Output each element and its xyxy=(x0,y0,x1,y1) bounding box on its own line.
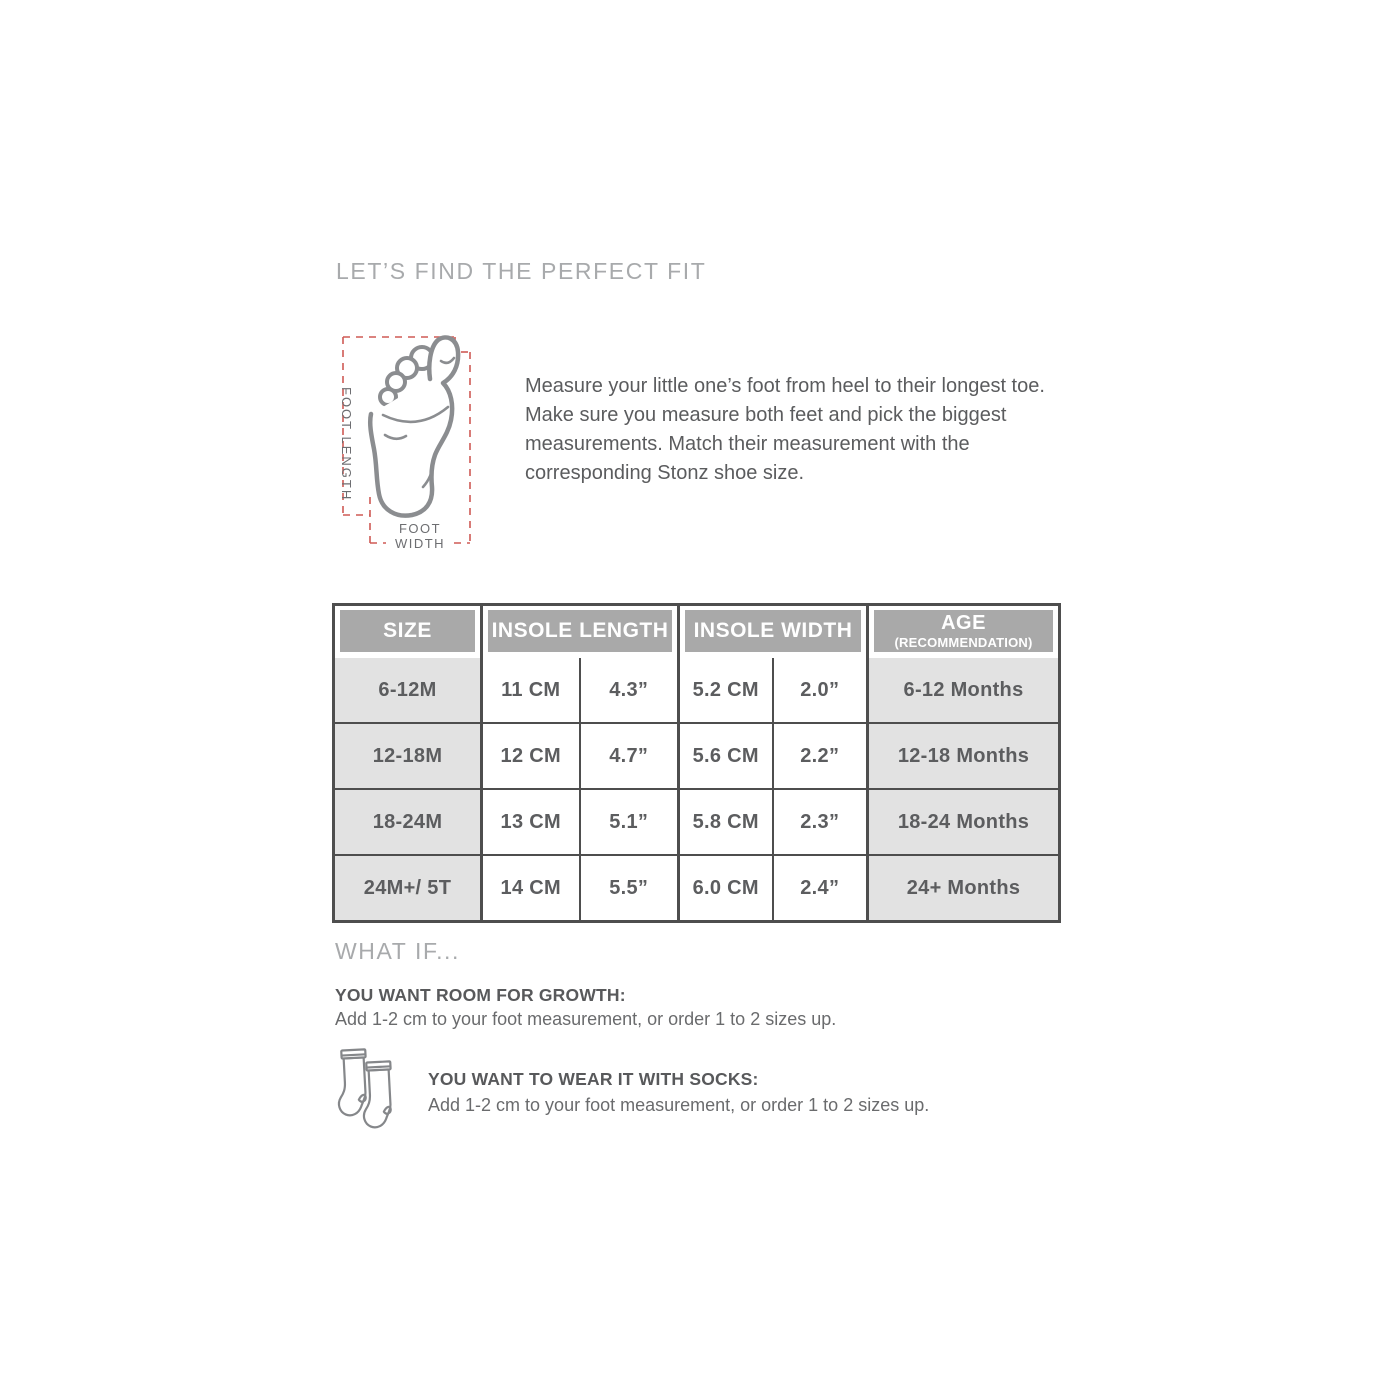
cell-width-in: 2.3” xyxy=(773,789,868,855)
tip-socks-body: Add 1-2 cm to your foot measurement, or order 1 to 2 sizes up. xyxy=(428,1095,930,1115)
header-insole-width-label: INSOLE WIDTH xyxy=(685,610,861,652)
header-age-line2: (RECOMMENDATION) xyxy=(894,635,1033,650)
cell-size: 24M+/ 5T xyxy=(334,855,482,922)
page-title: LET’S FIND THE PERFECT FIT xyxy=(336,258,707,284)
cell-width-in: 2.2” xyxy=(773,723,868,789)
cell-size: 12-18M xyxy=(334,723,482,789)
cell-length-in: 5.5” xyxy=(580,855,679,922)
table-row xyxy=(334,723,1060,789)
table-header-row xyxy=(334,605,1060,659)
foot-width-label xyxy=(375,521,465,551)
header-age-label xyxy=(874,610,1053,652)
tip-growth-heading: YOU WANT ROOM FOR GROWTH: xyxy=(335,985,626,1005)
foot-measurement-diagram xyxy=(330,327,480,562)
header-insole-width xyxy=(679,605,868,659)
cell-width-cm: 5.2 CM xyxy=(679,658,773,723)
table-row xyxy=(334,789,1060,855)
what-if-heading: WHAT IF... xyxy=(335,938,461,964)
cell-age: 6-12 Months xyxy=(868,658,1060,723)
cell-age: 18-24 Months xyxy=(868,789,1060,855)
header-age-line1: AGE xyxy=(941,612,986,634)
cell-length-cm: 12 CM xyxy=(482,723,580,789)
cell-length-cm: 13 CM xyxy=(482,789,580,855)
cell-width-cm: 6.0 CM xyxy=(679,855,773,922)
measuring-instructions: Measure your little one’s foot from heel to their longest toe. Make sure you measure both feet and pick the biggest measurements. Match their measurement with the corresponding Stonz shoe size. xyxy=(525,375,1045,484)
tip-growth-body: Add 1-2 cm to your foot measurement, or order 1 to 2 sizes up. xyxy=(335,1009,837,1029)
cell-size: 18-24M xyxy=(334,789,482,855)
foot-width-word-2: WIDTH xyxy=(394,536,446,551)
cell-width-cm: 5.8 CM xyxy=(679,789,773,855)
cell-width-in: 2.0” xyxy=(773,658,868,723)
size-chart-table xyxy=(332,603,1061,923)
header-insole-length-label: INSOLE LENGTH xyxy=(488,610,672,652)
cell-length-in: 5.1” xyxy=(580,789,679,855)
cell-length-cm: 14 CM xyxy=(482,855,580,922)
cell-length-cm: 11 CM xyxy=(482,658,580,723)
cell-size: 6-12M xyxy=(334,658,482,723)
header-insole-length xyxy=(482,605,679,659)
cell-length-in: 4.7” xyxy=(580,723,679,789)
header-size xyxy=(334,605,482,659)
header-age xyxy=(868,605,1060,659)
socks-icon xyxy=(333,1046,407,1132)
cell-length-in: 4.3” xyxy=(580,658,679,723)
header-size-label: SIZE xyxy=(340,610,475,652)
foot-length-label: FOOT LENGTH xyxy=(339,387,354,502)
cell-age: 12-18 Months xyxy=(868,723,1060,789)
tip-socks-heading: YOU WANT TO WEAR IT WITH SOCKS: xyxy=(428,1069,759,1089)
table-row xyxy=(334,855,1060,922)
table-row xyxy=(334,658,1060,723)
cell-age: 24+ Months xyxy=(868,855,1060,922)
foot-width-word-1: FOOT xyxy=(398,521,442,536)
cell-width-in: 2.4” xyxy=(773,855,868,922)
cell-width-cm: 5.6 CM xyxy=(679,723,773,789)
